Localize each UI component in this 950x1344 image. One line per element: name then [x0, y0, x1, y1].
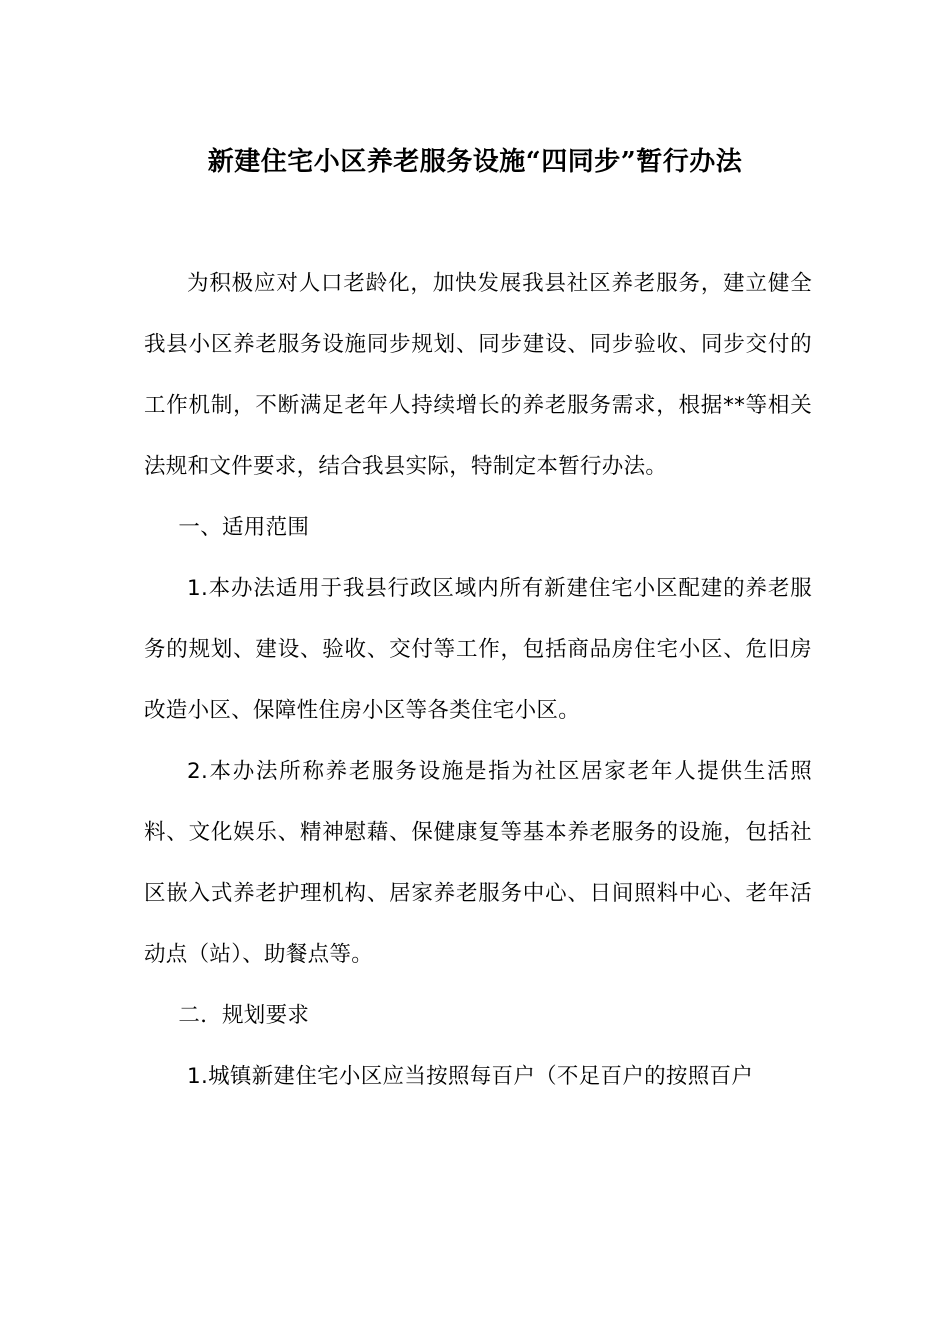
planning-item-1: 1.城镇新建住宅小区应当按照每百户（不足百户的按照百户	[187, 1064, 754, 1089]
section-heading-scope: 一、适用范围	[178, 515, 310, 540]
scope-item-2: 2.本办法所称养老服务设施是指为社区居家老年人提供生活照料、文化娱乐、精神慰藉、保健康复等基本养老服务的设施，包括社区嵌入式养老护理机构、居家养老服务中心、日间照料中心、老年活动点（站）、助餐点等。	[144, 759, 812, 967]
intro-paragraph: 为积极应对人口老龄化，加快发展我县社区养老服务，建立健全我县小区养老服务设施同步规划、同步建设、同步验收、同步交付的工作机制，不断满足老年人持续增长的养老服务需求，根据**等相关法规和文件要求，结合我县实际，特制定本暂行办法。	[144, 271, 812, 479]
scope-item-1: 1.本办法适用于我县行政区域内所有新建住宅小区配建的养老服务的规划、建设、验收、交付等工作，包括商品房住宅小区、危旧房改造小区、保障性住房小区等各类住宅小区。	[144, 576, 812, 723]
document-body	[144, 253, 812, 1107]
document-title: 新建住宅小区养老服务设施“四同步”暂行办法	[207, 147, 743, 177]
section-heading-planning: 二．规划要求	[178, 1003, 310, 1028]
